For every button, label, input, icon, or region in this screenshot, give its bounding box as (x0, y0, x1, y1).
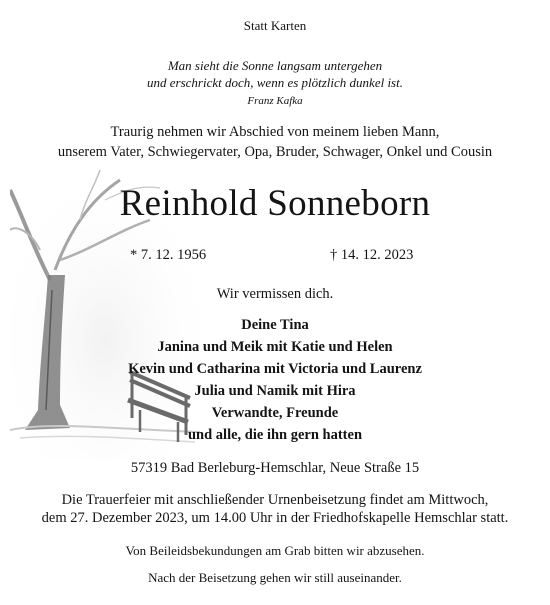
ceremony-line-1: Die Trauerfeier mit anschließender Urnenbeisetzung findet am Mittwoch, (61, 492, 489, 508)
address: 57319 Bad Berleburg-Hemschlar, Neue Straße 15 (130, 460, 420, 476)
death-date: † 14. 12. 2023 (330, 247, 414, 263)
mourner-line: Deine Tina (241, 317, 309, 333)
quote-line-2: und erschrickt doch, wenn es plötzlich dunkel ist. (147, 75, 403, 90)
birth-date: * 7. 12. 1956 (130, 247, 207, 263)
intro-line-2: unserem Vater, Schwiegervater, Opa, Bruder, Schwager, Onkel und Cousin (57, 144, 493, 160)
closing-note: Nach der Beisetzung gehen wir still auseinander. (148, 570, 402, 585)
mourner-line: Verwandte, Freunde (211, 405, 339, 421)
condolences-note: Von Beileidsbekundungen am Grab bitten wir abzusehen. (125, 543, 425, 558)
ceremony-line-2: dem 27. Dezember 2023, um 14.00 Uhr in der Friedhofskapelle Hemschlar statt. (41, 510, 509, 526)
statt-karten-label: Statt Karten (243, 18, 307, 33)
quote-author: Franz Kafka (247, 95, 303, 107)
intro-line-1: Traurig nehmen wir Abschied von meinem lieben Mann, (110, 124, 440, 140)
mourner-line: Kevin und Catharina mit Victoria und Laurenz (128, 361, 422, 377)
mourner-line: Janina und Meik mit Katie und Helen (157, 339, 393, 355)
deceased-name: Reinhold Sonneborn (119, 183, 431, 224)
we-miss-you: Wir vermissen dich. (216, 286, 334, 302)
mourner-line: und alle, die ihn gern hatten (187, 427, 363, 443)
quote-line-1: Man sieht die Sonne langsam untergehen (167, 58, 383, 73)
mourner-line: Julia und Namik mit Hira (194, 383, 356, 399)
